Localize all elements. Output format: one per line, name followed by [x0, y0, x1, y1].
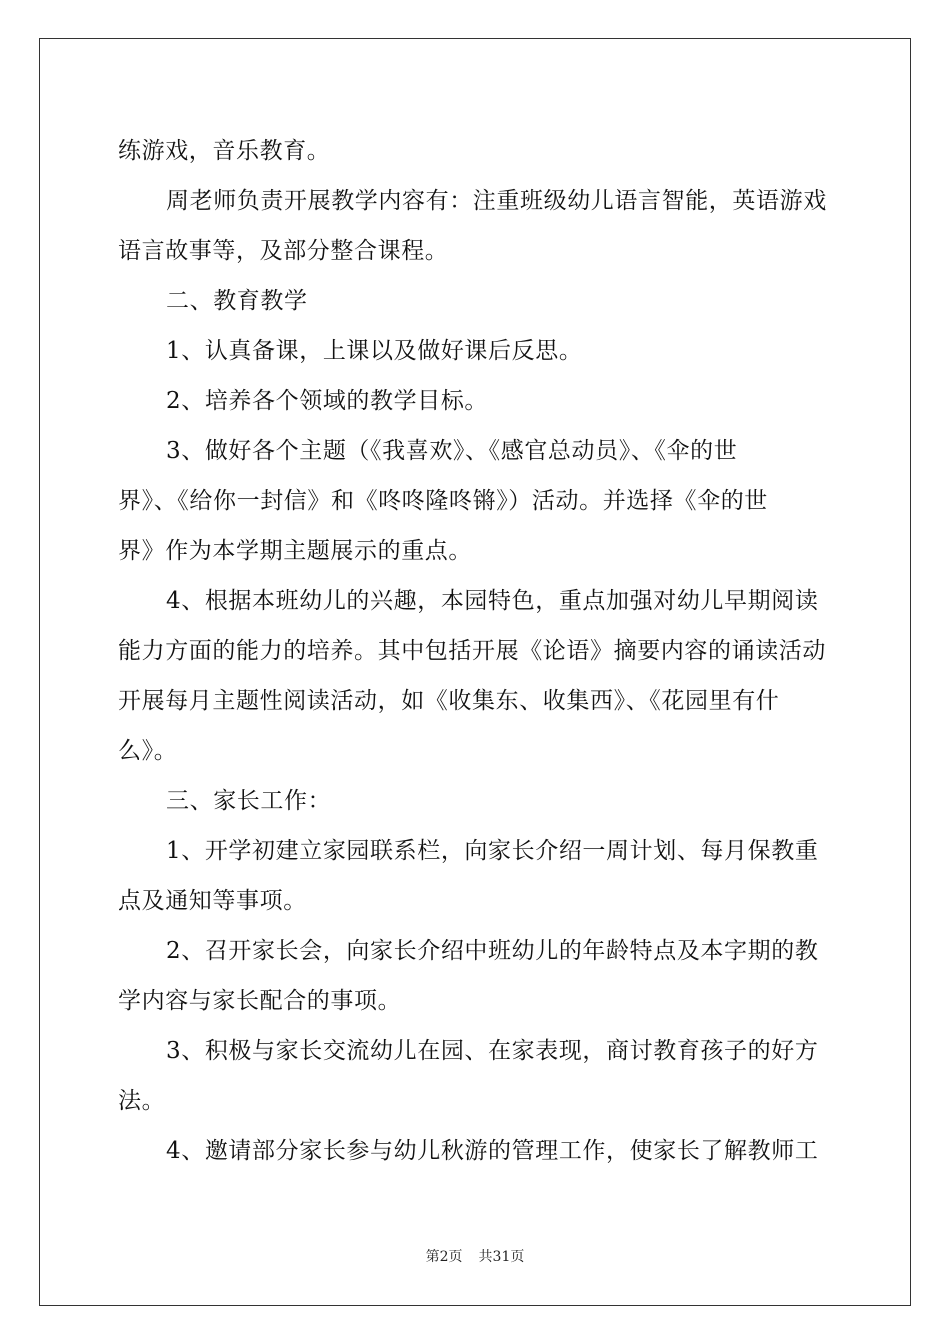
text-line: 1、认真备课，上课以及做好课后反思。	[166, 338, 583, 364]
text-line: 4、邀请部分家长参与幼儿秋游的管理工作，使家长了解教师工	[166, 1138, 819, 1164]
text-line: 3、做好各个主题（《我喜欢》、《感官总动员》、《伞的世	[166, 438, 738, 464]
text-line: 点及通知等事项。	[118, 888, 307, 914]
section-heading: 三、家长工作：	[166, 788, 332, 814]
text-line: 界》作为本学期主题展示的重点。	[118, 538, 472, 564]
page-footer	[0, 1246, 950, 1266]
text-line: 么》。	[118, 738, 178, 764]
text-line: 3、积极与家长交流幼儿在园、在家表现，商讨教育孩子的好方	[166, 1038, 819, 1064]
text-line: 语言故事等，及部分整合课程。	[118, 238, 449, 264]
text-line: 周老师负责开展教学内容有：注重班级幼儿语言智能，英语游戏	[166, 188, 827, 214]
section-heading: 二、教育教学	[166, 288, 308, 314]
text-line: 2、培养各个领域的教学目标。	[166, 388, 489, 414]
text-line: 学内容与家长配合的事项。	[118, 988, 402, 1014]
text-line: 能力方面的能力的培养。其中包括开展《论语》摘要内容的诵读活动	[118, 638, 826, 664]
text-line: 界》、《给你一封信》和《咚咚隆咚锵》）活动。并选择《伞的世	[118, 488, 768, 514]
text-line: 4、根据本班幼儿的兴趣，本园特色，重点加强对幼儿早期阅读	[166, 588, 819, 614]
text-line: 1、开学初建立家园联系栏，向家长介绍一周计划、每月保教重	[166, 838, 819, 864]
text-line: 练游戏，音乐教育。	[118, 138, 331, 164]
text-line: 2、召开家长会，向家长介绍中班幼儿的年龄特点及本字期的教	[166, 938, 819, 964]
page-total: 共31页	[478, 1249, 525, 1265]
text-line: 开展每月主题性阅读活动，如《收集东、收集西》、《花园里有什	[118, 688, 780, 714]
page-number: 第2页	[425, 1249, 463, 1265]
document-body	[118, 126, 838, 1176]
text-line: 法。	[118, 1088, 166, 1114]
